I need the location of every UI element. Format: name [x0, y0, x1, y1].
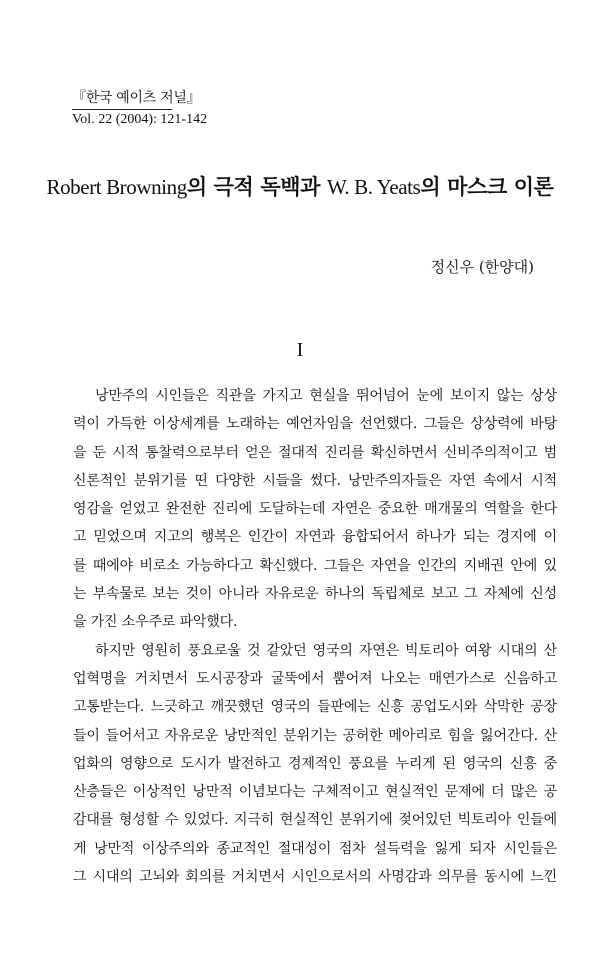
body-line: 는 부속물로 보는 것이 아니라 자유로운 하나의 독립체로 보고 그 자체에 신성: [73, 586, 557, 603]
body-line: 신론적인 분위기를 띤 다양한 시들을 썼다. 낭만주의자들은 자연 속에서 시적: [73, 472, 557, 489]
body-text: [73, 382, 557, 891]
title-dramatic-monologue: 의 극적 독백과: [186, 175, 327, 199]
body-line: 을 둔 시적 통찰력으로부터 얻은 절대적 진리를 확신하면서 신비주의적이고 범: [73, 444, 557, 461]
journal-header: [72, 90, 208, 129]
title-poet-browning: Robert Browning: [46, 175, 187, 199]
body-line: 고 믿었으며 지고의 행복은 인간이 자연과 융합되어서 하나가 되는 경지에 이: [73, 529, 557, 546]
title-mask-theory: 의 마스크 이론: [420, 175, 554, 199]
body-line: 들이 들어서고 자유로운 낭만적인 분위기는 공허한 메아리로 힘을 잃어간다. 산: [73, 727, 557, 744]
journal-name: 『한국 예이츠 저널』: [72, 90, 201, 106]
author-affiliation: 정신우 (한양대): [430, 258, 534, 276]
title-poet-yeats: W. B. Yeats: [326, 175, 421, 199]
journal-volume: Vol. 22 (2004): 121-142: [72, 112, 208, 127]
body-line: 고통받는다. 느긋하고 깨끗했던 영국의 들판에는 신흥 공업도시와 삭막한 공장: [73, 699, 557, 716]
header-rule: [72, 109, 172, 110]
article-title: [0, 174, 600, 200]
body-line: 를 때에야 비로소 가능하다고 확신했다. 그들은 자연을 인간의 지배권 안에 있: [73, 557, 557, 574]
body-line: 게 낭만적 이상주의와 종교적인 절대성이 점차 설득력을 잃게 되자 시인들은: [73, 840, 557, 857]
section-heading: I: [296, 339, 304, 361]
body-line: 업화의 영향으로 도시가 발전하고 경제적인 풍요를 누리게 된 영국의 신흥 중: [73, 755, 557, 772]
body-line: 업혁명을 거치면서 도시공장과 굴뚝에서 뿜어져 나오는 매연가스로 신음하고: [73, 670, 557, 687]
body-line: 을 가진 소우주로 파악했다.: [73, 614, 238, 631]
body-line: 그 시대의 고뇌와 회의를 거치면서 시인으로서의 사명감과 의무를 동시에 느낀: [73, 869, 557, 886]
body-line: 영감을 얻었고 완전한 진리에 도달하는데 자연은 중요한 매개물의 역할을 한다: [73, 501, 557, 518]
body-line: 하지만 영원히 풍요로울 것 같았던 영국의 자연은 빅토리아 여왕 시대의 산: [95, 642, 557, 659]
body-line: 력이 가득한 이상세계를 노래하는 예언자임을 선언했다. 그들은 상상력에 바탕: [73, 416, 557, 433]
body-line: 산층들은 이상적인 낭만적 이념보다는 구체적이고 현실적인 문제에 더 많은 공: [73, 784, 557, 801]
body-line: 감대를 형성할 수 있었다. 지극히 현실적인 분위기에 젖어있던 빅토리아 인들에: [73, 812, 557, 829]
body-line: 낭만주의 시인들은 직관을 가지고 현실을 뛰어넘어 눈에 보이지 않는 상상: [95, 388, 557, 404]
